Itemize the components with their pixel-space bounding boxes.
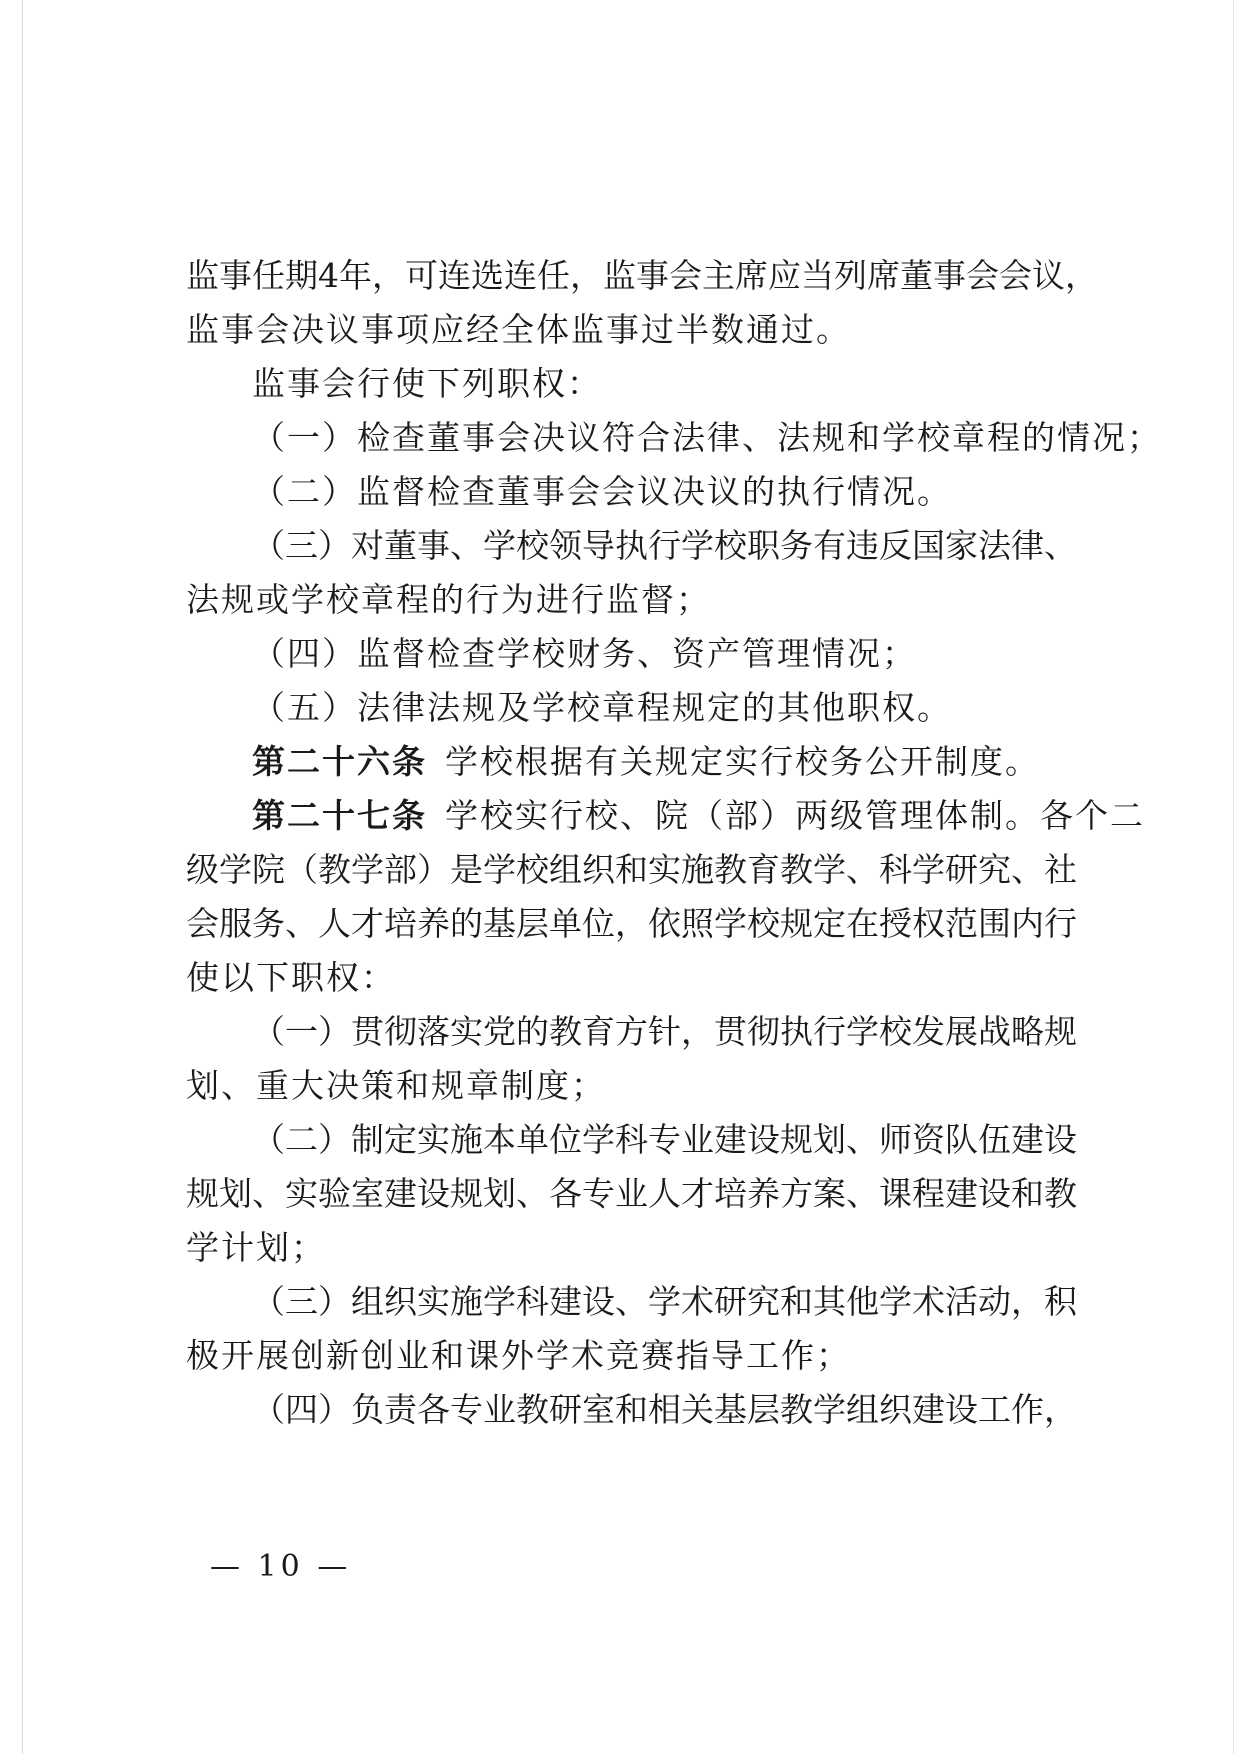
text-line: （三）组织实施学科建设、学术研究和其他学术活动，积	[252, 1282, 1077, 1321]
text-line: （二）制定实施本单位学科专业建设规划、师资队伍建设	[252, 1120, 1077, 1159]
article-text: 学校实行校、院（部）两级管理体制。各个二	[445, 796, 1145, 835]
text-line: （一）贯彻落实党的教育方针，贯彻执行学校发展战略规	[252, 1012, 1077, 1051]
text-line: （一）检查董事会决议符合法律、法规和学校章程的情况；	[252, 418, 1162, 457]
article-26	[252, 742, 1040, 782]
page-left-edge	[22, 0, 23, 1754]
text-line: 规划、实验室建设规划、各专业人才培养方案、课程建设和教	[186, 1174, 1077, 1213]
text-line: （三）对董事、学校领导执行学校职务有违反国家法律、	[252, 526, 1077, 565]
text-line: 监事任期4年，可连选连任，监事会主席应当列席董事会会议，	[186, 256, 1098, 295]
article-number: 第二十六条	[252, 742, 427, 781]
text-line: 级学院（教学部）是学校组织和实施教育教学、科学研究、社	[186, 850, 1077, 889]
text-line: 监事会决议事项应经全体监事过半数通过。	[186, 310, 851, 349]
text-line: （四）负责各专业教研室和相关基层教学组织建设工作，	[252, 1390, 1077, 1429]
text-line: 极开展创新创业和课外学术竞赛指导工作；	[186, 1336, 851, 1375]
text-line: 学计划；	[186, 1228, 326, 1267]
text-line: 划、重大决策和规章制度；	[186, 1066, 606, 1105]
text-line: 使以下职权：	[186, 958, 396, 997]
article-text: 学校根据有关规定实行校务公开制度。	[445, 742, 1040, 781]
text-line: （五）法律法规及学校章程规定的其他职权。	[252, 688, 952, 727]
article-number: 第二十七条	[252, 796, 427, 835]
text-line: 监事会行使下列职权：	[252, 364, 602, 403]
text-line: （二）监督检查董事会会议决议的执行情况。	[252, 472, 952, 511]
text-line: （四）监督检查学校财务、资产管理情况；	[252, 634, 917, 673]
page-number: — 10 —	[210, 1549, 352, 1584]
text-line: 会服务、人才培养的基层单位，依照学校规定在授权范围内行	[186, 904, 1077, 943]
text-line: 法规或学校章程的行为进行监督；	[186, 580, 711, 619]
page-right-edge	[1233, 0, 1234, 1754]
article-27	[252, 796, 1145, 836]
